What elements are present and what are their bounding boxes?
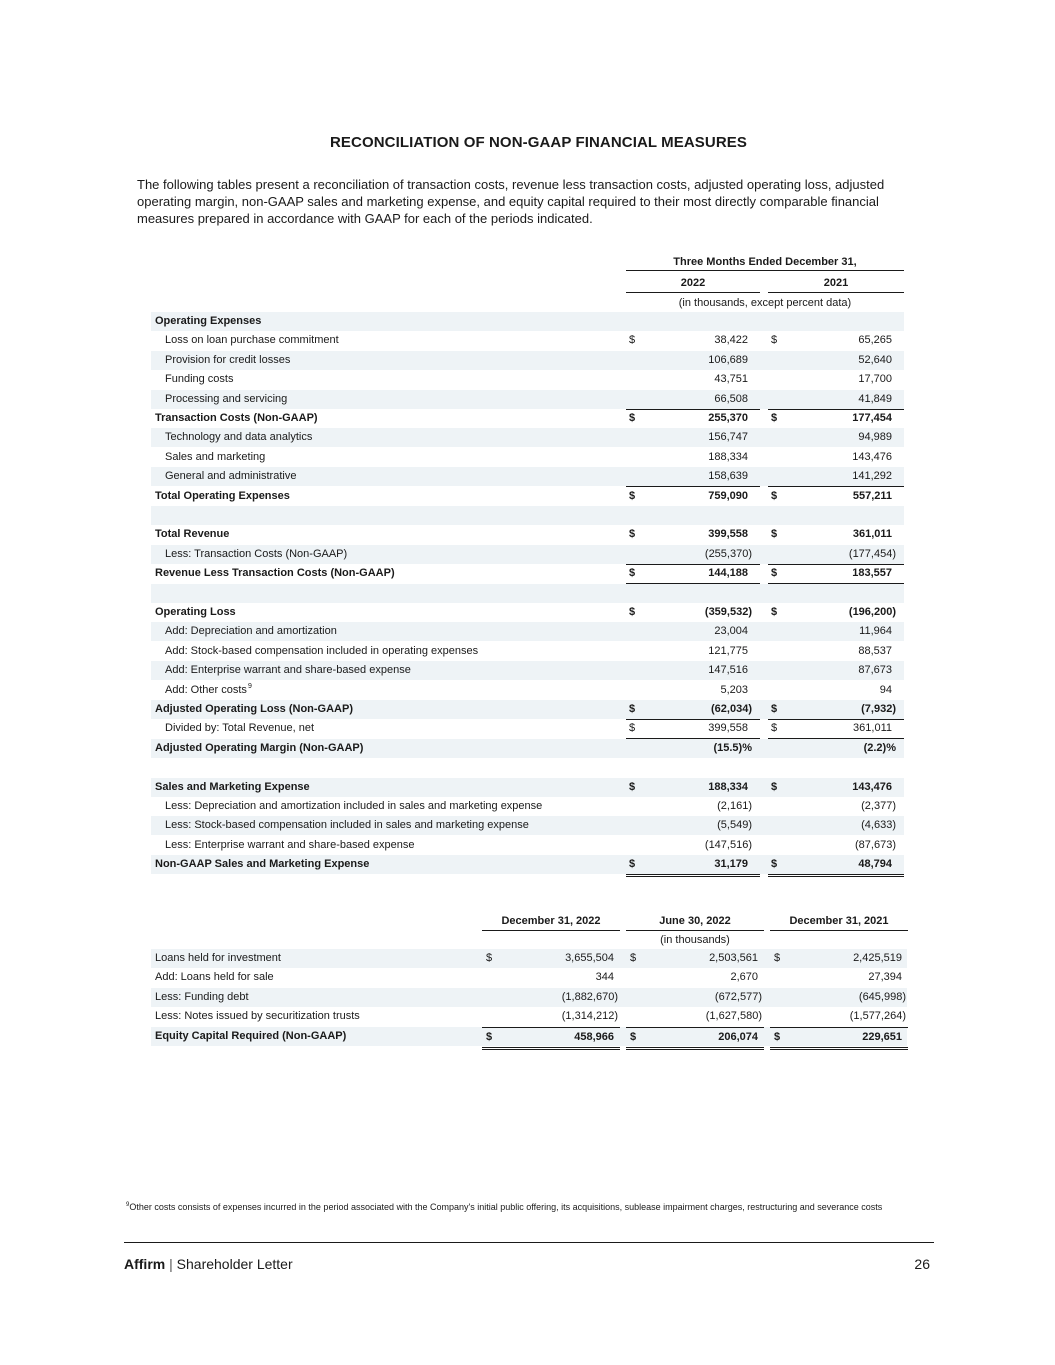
value-number: (15.5)% — [713, 741, 752, 754]
value-cell — [768, 642, 904, 661]
value-number: 31,179 — [714, 858, 748, 871]
table-row — [151, 816, 904, 835]
row-label: Less: Enterprise warrant and share-based expense — [165, 838, 415, 851]
row-label: General and administrative — [165, 470, 297, 483]
row-label: Provision for credit losses — [165, 353, 291, 366]
currency-symbol: $ — [771, 489, 778, 502]
footnote-marker: 9 — [126, 1202, 130, 1208]
value-cell — [768, 370, 904, 389]
footer-rule — [124, 1242, 934, 1243]
value-cell — [768, 312, 904, 331]
table-row — [151, 855, 904, 874]
page-number: 26 — [914, 1256, 930, 1272]
table-row — [151, 949, 907, 968]
value-cell — [626, 836, 760, 856]
value-number: 188,334 — [708, 780, 748, 793]
currency-symbol: $ — [771, 722, 778, 735]
value-cell — [626, 390, 760, 410]
value-number: 143,476 — [852, 450, 892, 463]
header-rule — [482, 930, 620, 931]
currency-symbol: $ — [629, 412, 636, 424]
row-label: Technology and data analytics — [165, 431, 313, 444]
table-row — [151, 448, 904, 467]
currency-symbol: $ — [629, 780, 636, 793]
value-number: 177,454 — [852, 412, 892, 424]
value-number: (255,370) — [704, 547, 752, 560]
row-label: Transaction Costs (Non-GAAP) — [155, 412, 318, 424]
table-row — [151, 428, 904, 447]
value-cell — [768, 816, 904, 835]
value-cell — [626, 409, 760, 429]
value-cell — [768, 448, 904, 467]
currency-symbol: $ — [629, 703, 636, 715]
header-rule — [626, 930, 764, 931]
value-number: 229,651 — [862, 1030, 902, 1043]
value-cell — [626, 467, 760, 487]
row-label: Revenue Less Transaction Costs (Non-GAAP) — [155, 567, 395, 580]
value-cell — [768, 758, 904, 777]
value-cell — [770, 949, 908, 968]
value-cell — [626, 1027, 764, 1050]
currency-symbol: $ — [774, 952, 781, 964]
value-cell — [768, 584, 904, 603]
value-cell — [768, 390, 904, 410]
value-number: (359,532) — [704, 606, 752, 618]
table1-col-2022: 2022 — [680, 277, 706, 289]
value-cell — [626, 1007, 764, 1026]
value-number: (62,034) — [711, 703, 752, 715]
value-cell — [626, 584, 760, 603]
table-row — [151, 467, 904, 486]
table-row — [151, 351, 904, 370]
value-cell — [626, 778, 760, 797]
table-row — [151, 1007, 907, 1026]
value-cell — [626, 661, 760, 680]
value-cell — [768, 681, 904, 701]
value-number: 143,476 — [852, 780, 892, 793]
value-cell — [626, 351, 760, 370]
value-number: 361,011 — [852, 528, 892, 541]
value-cell — [626, 603, 760, 622]
row-label: Divided by: Total Revenue, net — [165, 722, 314, 735]
value-number: (7,932) — [861, 703, 896, 715]
value-number: (645,998) — [858, 990, 906, 1003]
value-number: 759,090 — [708, 489, 748, 502]
currency-symbol: $ — [629, 528, 636, 541]
table-row: Add: Other costs 9 5,203 94 — [151, 681, 904, 700]
value-cell — [482, 1007, 620, 1026]
value-cell — [770, 968, 908, 987]
table2-col-1: December 31, 2022 — [501, 915, 601, 927]
value-cell — [626, 988, 764, 1007]
value-number: (5,549) — [717, 819, 752, 832]
value-number: 106,689 — [708, 353, 748, 366]
currency-symbol: $ — [629, 606, 636, 618]
table2-col-2: June 30, 2022 — [659, 915, 731, 927]
row-label: Sales and marketing — [165, 450, 266, 463]
value-number: 147,516 — [708, 664, 748, 677]
row-label: Sales and Marketing Expense — [155, 780, 310, 793]
table-row — [151, 331, 904, 350]
currency-symbol: $ — [771, 334, 778, 347]
currency-symbol: $ — [629, 858, 636, 871]
value-number: 52,640 — [858, 353, 892, 366]
row-label: Loans held for investment — [155, 952, 281, 964]
value-cell — [626, 312, 760, 331]
value-cell — [626, 506, 760, 525]
value-number: 2,670 — [730, 971, 758, 984]
value-number: 94,989 — [858, 431, 892, 444]
value-number: (1,627,580) — [705, 1010, 762, 1023]
currency-symbol: $ — [629, 567, 636, 580]
value-number: 156,747 — [708, 431, 748, 444]
value-number: 399,558 — [708, 528, 748, 541]
value-cell — [768, 700, 904, 720]
value-number: 43,751 — [714, 373, 748, 386]
value-cell — [626, 331, 760, 350]
row-label: Add: Loans held for sale — [155, 971, 274, 984]
row-label: Adjusted Operating Loss (Non-GAAP) — [155, 703, 353, 715]
value-cell — [768, 797, 904, 816]
row-label: Less: Notes issued by securitization trusts — [155, 1010, 360, 1023]
row-label: Non-GAAP Sales and Marketing Expense — [155, 858, 370, 871]
value-number: (4,633) — [861, 819, 896, 832]
value-cell — [626, 642, 760, 661]
value-number: (87,673) — [855, 838, 896, 851]
row-label: Add: Other costs — [165, 683, 247, 696]
value-cell — [626, 758, 760, 777]
intro-paragraph: The following tables present a reconciliation of transaction costs, revenue less transaction costs, adjusted operating loss, adjusted operating margin, non-GAAP sales and marketing expense, and equity capital required to their most directly comparable financial measures prepared in accordance with GAAP for each of the periods indicated. — [137, 177, 885, 226]
table-row — [151, 603, 904, 622]
row-label: Add: Enterprise warrant and share-based expense — [165, 664, 411, 677]
value-cell — [482, 988, 620, 1007]
row-label: Operating Loss — [155, 606, 236, 618]
table-row — [151, 370, 904, 389]
value-number: 17,700 — [858, 373, 892, 386]
value-cell — [770, 1007, 908, 1026]
table-row — [151, 584, 904, 603]
table-row — [151, 739, 904, 758]
value-number: (2,377) — [861, 800, 896, 812]
value-number: (177,454) — [848, 547, 896, 560]
currency-symbol: $ — [629, 489, 636, 502]
table2-col-3: December 31, 2021 — [789, 915, 889, 927]
row-label: Operating Expenses — [155, 315, 262, 327]
currency-symbol: $ — [771, 858, 778, 871]
value-cell — [482, 1027, 620, 1050]
value-number: 48,794 — [858, 858, 892, 871]
value-number: 11,964 — [859, 625, 892, 638]
table-row — [151, 700, 904, 719]
value-number: (1,314,212) — [561, 1010, 618, 1023]
value-number: 65,265 — [858, 334, 892, 347]
header-rule — [626, 292, 760, 293]
value-cell — [768, 506, 904, 525]
row-label: Total Operating Expenses — [155, 489, 290, 502]
value-cell — [768, 719, 904, 739]
value-number: 361,011 — [853, 722, 892, 735]
value-cell — [626, 622, 760, 641]
value-cell — [768, 778, 904, 797]
value-cell — [626, 448, 760, 467]
value-cell — [626, 855, 760, 877]
table-row — [151, 545, 904, 564]
page-title: RECONCILIATION OF NON-GAAP FINANCIAL MEASURES — [329, 134, 747, 151]
value-number: (2,161) — [717, 800, 752, 812]
value-cell — [626, 949, 764, 968]
value-number: (147,516) — [704, 838, 752, 851]
value-number: (196,200) — [848, 606, 896, 618]
header-rule — [768, 292, 904, 293]
brand-logo: Affirm — [124, 1256, 166, 1272]
currency-symbol: $ — [771, 780, 778, 793]
table-row — [151, 661, 904, 680]
table-row — [151, 525, 904, 544]
row-label: Add: Stock-based compensation included in operating expenses — [165, 644, 479, 657]
value-cell — [626, 797, 760, 816]
value-cell — [768, 409, 904, 429]
row-label: Add: Depreciation and amortization — [165, 625, 337, 638]
value-cell — [768, 622, 904, 641]
value-cell — [768, 661, 904, 680]
row-label: Less: Funding debt — [155, 990, 249, 1003]
value-number: (1,577,264) — [849, 1010, 906, 1023]
footnote-text: Other costs consists of expenses incurred in the period associated with the Company's initial public offering, its acquisitions, sublease impairment charges, restructuring and severance costs — [129, 1202, 883, 1212]
currency-symbol: $ — [629, 722, 636, 735]
table-row — [151, 390, 904, 409]
value-number: 158,639 — [708, 470, 748, 483]
value-number: 27,394 — [868, 971, 902, 984]
table-row — [151, 564, 904, 583]
table1-units: (in thousands, except percent data) — [678, 297, 852, 309]
value-number: 188,334 — [708, 450, 748, 463]
value-number: 557,211 — [852, 489, 892, 502]
value-cell — [770, 1027, 908, 1050]
value-number: 38,422 — [714, 334, 748, 347]
value-cell — [482, 968, 620, 987]
value-number: 121,775 — [708, 644, 748, 657]
value-cell — [626, 681, 760, 701]
table-row — [151, 797, 904, 816]
currency-symbol: $ — [771, 606, 778, 618]
currency-symbol: $ — [774, 1030, 781, 1043]
table-row — [151, 778, 904, 797]
value-cell — [482, 949, 620, 968]
currency-symbol: $ — [486, 1030, 493, 1043]
row-label: Less: Transaction Costs (Non-GAAP) — [165, 547, 348, 560]
value-cell — [626, 428, 760, 447]
currency-symbol: $ — [630, 952, 637, 964]
table-row — [151, 1027, 907, 1046]
value-cell — [768, 545, 904, 565]
value-cell — [768, 603, 904, 622]
value-number: (672,577) — [714, 990, 762, 1003]
footer-brand — [124, 1256, 293, 1272]
row-label: Less: Depreciation and amortization included in sales and marketing expense — [165, 800, 543, 812]
footer-separator: | — [169, 1256, 173, 1272]
value-number: 141,292 — [852, 470, 892, 483]
value-cell — [768, 331, 904, 350]
currency-symbol: $ — [771, 703, 778, 715]
value-cell — [626, 525, 760, 544]
value-cell — [768, 739, 904, 758]
value-number: 41,849 — [858, 392, 892, 405]
value-number: (1,882,670) — [561, 990, 618, 1003]
value-cell — [626, 968, 764, 987]
value-number: 344 — [595, 971, 614, 984]
value-cell — [768, 836, 904, 856]
currency-symbol: $ — [630, 1030, 637, 1043]
value-cell — [768, 467, 904, 487]
value-number: 2,425,519 — [853, 952, 902, 964]
value-cell — [768, 855, 904, 877]
value-cell — [626, 545, 760, 565]
value-cell — [626, 719, 760, 739]
value-number: 66,508 — [714, 392, 748, 405]
value-cell — [626, 370, 760, 389]
footer-doc-title: Shareholder Letter — [176, 1256, 293, 1272]
table-row — [151, 487, 904, 506]
currency-symbol: $ — [629, 334, 636, 347]
value-number: 206,074 — [718, 1030, 758, 1043]
value-number: 255,370 — [708, 412, 748, 424]
row-label: Equity Capital Required (Non-GAAP) — [155, 1029, 347, 1042]
currency-symbol: $ — [771, 528, 778, 541]
value-number: 399,558 — [708, 722, 748, 735]
table-row — [151, 312, 904, 331]
table-row — [151, 758, 904, 777]
table-row — [151, 622, 904, 641]
value-number: 2,503,561 — [709, 952, 758, 964]
row-label: Processing and servicing — [165, 392, 288, 405]
header-rule — [770, 930, 908, 931]
currency-symbol: $ — [486, 952, 493, 964]
value-number: (2.2)% — [863, 741, 896, 754]
table-row — [151, 836, 904, 855]
row-label: Total Revenue — [155, 528, 230, 541]
row-label: Loss on loan purchase commitment — [165, 334, 339, 347]
footnote — [126, 1200, 926, 1214]
table2-units: (in thousands) — [660, 934, 730, 946]
table-row — [151, 968, 907, 987]
value-number: 94 — [879, 683, 892, 696]
table-row — [151, 506, 904, 525]
value-cell — [768, 428, 904, 447]
value-number: 3,655,504 — [565, 952, 614, 964]
value-cell — [626, 700, 760, 720]
value-cell — [626, 739, 760, 758]
value-number: 5,203 — [720, 683, 748, 696]
value-number: 183,557 — [852, 567, 892, 580]
value-number: 23,004 — [714, 625, 748, 638]
table-row — [151, 988, 907, 1007]
table-row — [151, 719, 904, 738]
row-label: Funding costs — [165, 373, 234, 386]
value-number: 144,188 — [708, 567, 748, 580]
value-cell — [768, 525, 904, 544]
header-rule — [626, 270, 904, 271]
row-label: Adjusted Operating Margin (Non-GAAP) — [155, 741, 364, 754]
table-row — [151, 409, 904, 428]
table1-period-header: Three Months Ended December 31, — [673, 256, 857, 268]
value-number: 87,673 — [858, 664, 892, 677]
value-number: 88,537 — [858, 644, 892, 657]
currency-symbol: $ — [771, 412, 778, 424]
value-number: 458,966 — [574, 1030, 614, 1043]
value-cell — [770, 988, 908, 1007]
value-cell — [626, 816, 760, 835]
table1-col-2021: 2021 — [823, 277, 849, 289]
currency-symbol: $ — [771, 567, 778, 580]
value-cell — [768, 351, 904, 370]
row-label: Less: Stock-based compensation included in sales and marketing expense — [165, 819, 529, 832]
table-row — [151, 642, 904, 661]
